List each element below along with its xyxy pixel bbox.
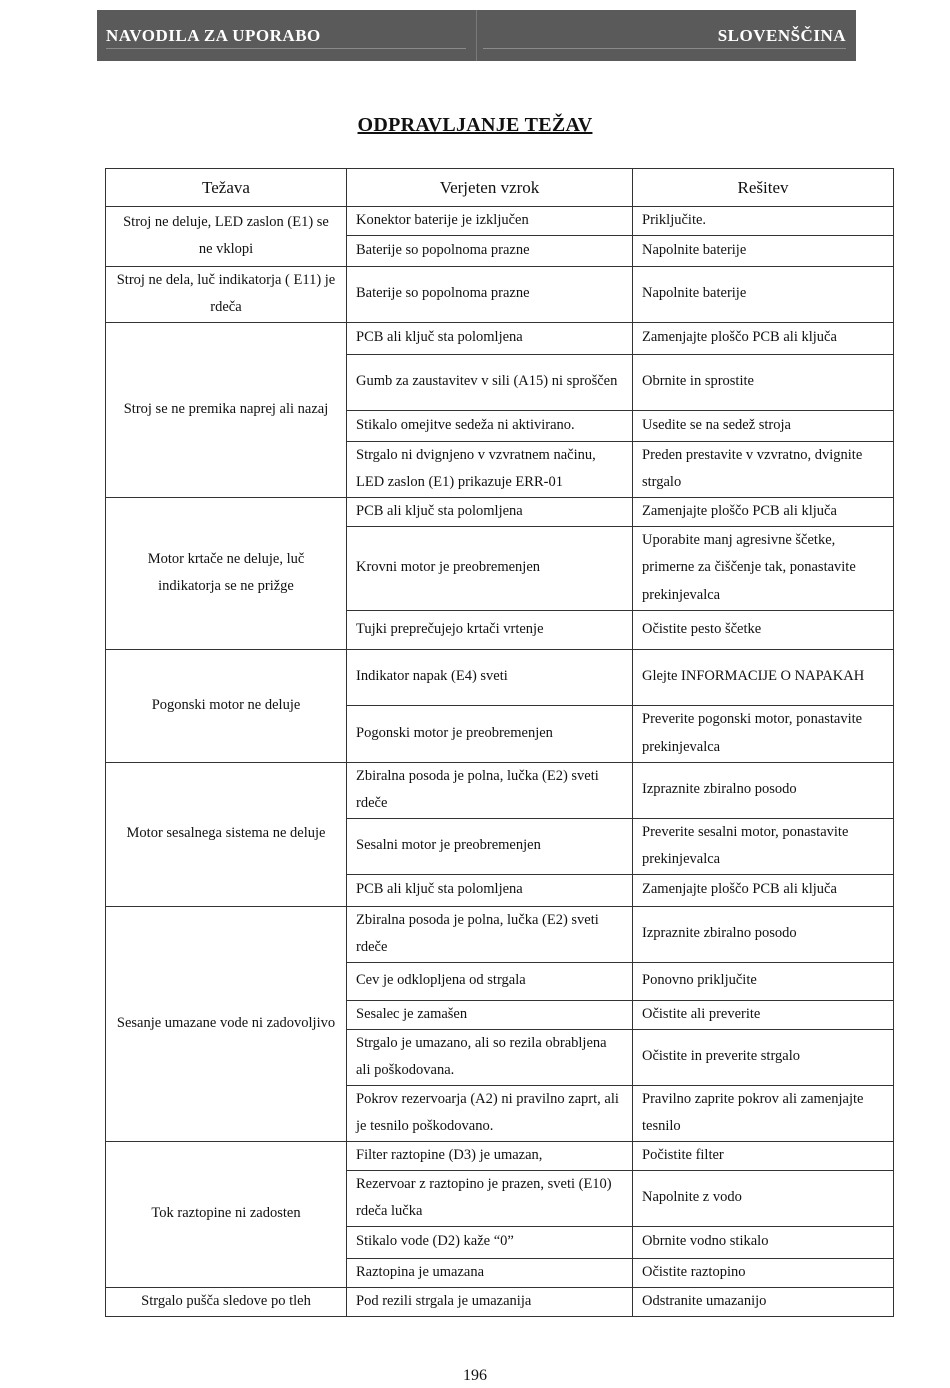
- header-divider: [476, 10, 477, 61]
- header-language: SLOVENŠČINA: [483, 26, 846, 49]
- page-header: [97, 10, 856, 61]
- problem-cell: Stroj ne dela, luč indikatorja ( E11) je rdeča: [106, 266, 347, 322]
- problem-cell: Stroj se ne premika naprej ali nazaj: [106, 322, 347, 497]
- table-row: [106, 762, 894, 818]
- solution-cell: Očistite raztopino: [633, 1258, 894, 1287]
- cause-cell: Baterije so popolnoma prazne: [347, 266, 633, 322]
- solution-cell: Preverite sesalni motor, ponastavite prekinjevalca: [633, 818, 894, 874]
- cause-cell: Strgalo ni dvignjeno v vzvratnem načinu, LED zaslon (E1) prikazuje ERR-01: [347, 441, 633, 497]
- solution-cell: Preverite pogonski motor, ponastavite prekinjevalca: [633, 705, 894, 762]
- cause-cell: Konektor baterije je izključen: [347, 207, 633, 236]
- cause-cell: PCB ali ključ sta polomljena: [347, 322, 633, 354]
- solution-cell: Obrnite in sprostite: [633, 354, 894, 410]
- cause-cell: Gumb za zaustavitev v sili (A15) ni sproščen: [347, 354, 633, 410]
- table-row: [106, 497, 894, 526]
- solution-cell: Izpraznite zbiralno posodo: [633, 762, 894, 818]
- solution-cell: Očistite in preverite strgalo: [633, 1029, 894, 1085]
- column-header-problem: Težava: [106, 169, 347, 207]
- solution-cell: Usedite se na sedež stroja: [633, 410, 894, 441]
- cause-cell: PCB ali ključ sta polomljena: [347, 874, 633, 906]
- solution-cell: Izpraznite zbiralno posodo: [633, 906, 894, 962]
- solution-cell: Očistite pesto ščetke: [633, 610, 894, 649]
- solution-cell: Očistite ali preverite: [633, 1000, 894, 1029]
- solution-cell: Počistite filter: [633, 1141, 894, 1170]
- cause-cell: Pogonski motor je preobremenjen: [347, 705, 633, 762]
- problem-cell: Strgalo pušča sledove po tleh: [106, 1287, 347, 1316]
- solution-cell: Uporabite manj agresivne ščetke, primerne za čiščenje tak, ponastavite prekinjevalca: [633, 526, 894, 610]
- cause-cell: Sesalni motor je preobremenjen: [347, 818, 633, 874]
- cause-cell: Filter raztopine (D3) je umazan,: [347, 1141, 633, 1170]
- solution-cell: Glejte INFORMACIJE O NAPAKAH: [633, 649, 894, 705]
- solution-cell: Ponovno priključite: [633, 962, 894, 1000]
- cause-cell: Rezervoar z raztopino je prazen, sveti (E10) rdeča lučka: [347, 1170, 633, 1226]
- solution-cell: Zamenjajte ploščo PCB ali ključa: [633, 497, 894, 526]
- cause-cell: Zbiralna posoda je polna, lučka (E2) sveti rdeče: [347, 762, 633, 818]
- solution-cell: Preden prestavite v vzvratno, dvignite strgalo: [633, 441, 894, 497]
- problem-cell: Tok raztopine ni zadosten: [106, 1141, 347, 1287]
- cause-cell: Stikalo vode (D2) kaže “0”: [347, 1226, 633, 1258]
- solution-cell: Napolnite baterije: [633, 266, 894, 322]
- table-header-row: [106, 169, 894, 207]
- cause-cell: Indikator napak (E4) sveti: [347, 649, 633, 705]
- solution-cell: Zamenjajte ploščo PCB ali ključa: [633, 322, 894, 354]
- table-row: [106, 1141, 894, 1170]
- cause-cell: Krovni motor je preobremenjen: [347, 526, 633, 610]
- table-row: [106, 322, 894, 354]
- solution-cell: Napolnite z vodo: [633, 1170, 894, 1226]
- page-number: 196: [463, 1367, 487, 1384]
- cause-cell: Raztopina je umazana: [347, 1258, 633, 1287]
- cause-cell: Zbiralna posoda je polna, lučka (E2) sveti rdeče: [347, 906, 633, 962]
- solution-cell: Obrnite vodno stikalo: [633, 1226, 894, 1258]
- solution-cell: Napolnite baterije: [633, 235, 894, 266]
- table-row: [106, 649, 894, 705]
- cause-cell: Tujki preprečujejo krtači vrtenje: [347, 610, 633, 649]
- header-manual-title: NAVODILA ZA UPORABO: [106, 26, 466, 49]
- table-row: [106, 906, 894, 962]
- cause-cell: Baterije so popolnoma prazne: [347, 235, 633, 266]
- solution-cell: Pravilno zaprite pokrov ali zamenjajte tesnilo: [633, 1085, 894, 1141]
- troubleshooting-table: [105, 168, 894, 1317]
- table-row: [106, 207, 894, 236]
- cause-cell: Pokrov rezervoarja (A2) ni pravilno zaprt, ali je tesnilo poškodovano.: [347, 1085, 633, 1141]
- table-row: [106, 266, 894, 322]
- table-row: [106, 1287, 894, 1316]
- problem-cell: Motor sesalnega sistema ne deluje: [106, 762, 347, 906]
- solution-cell: Odstranite umazanijo: [633, 1287, 894, 1316]
- problem-cell: Motor krtače ne deluje, luč indikatorja se ne prižge: [106, 497, 347, 649]
- cause-cell: Sesalec je zamašen: [347, 1000, 633, 1029]
- cause-cell: Stikalo omejitve sedeža ni aktivirano.: [347, 410, 633, 441]
- cause-cell: PCB ali ključ sta polomljena: [347, 497, 633, 526]
- solution-cell: Priključite.: [633, 207, 894, 236]
- solution-cell: Zamenjajte ploščo PCB ali ključa: [633, 874, 894, 906]
- column-header-solution: Rešitev: [633, 169, 894, 207]
- problem-cell: Stroj ne deluje, LED zaslon (E1) se ne vklopi: [106, 207, 347, 267]
- problem-cell: Pogonski motor ne deluje: [106, 649, 347, 762]
- problem-cell: Sesanje umazane vode ni zadovoljivo: [106, 906, 347, 1141]
- page-title: ODPRAVLJANJE TEŽAV: [357, 114, 593, 136]
- cause-cell: Strgalo je umazano, ali so rezila obrabljena ali poškodovana.: [347, 1029, 633, 1085]
- cause-cell: Pod rezili strgala je umazanija: [347, 1287, 633, 1316]
- column-header-cause: Verjeten vzrok: [347, 169, 633, 207]
- cause-cell: Cev je odklopljena od strgala: [347, 962, 633, 1000]
